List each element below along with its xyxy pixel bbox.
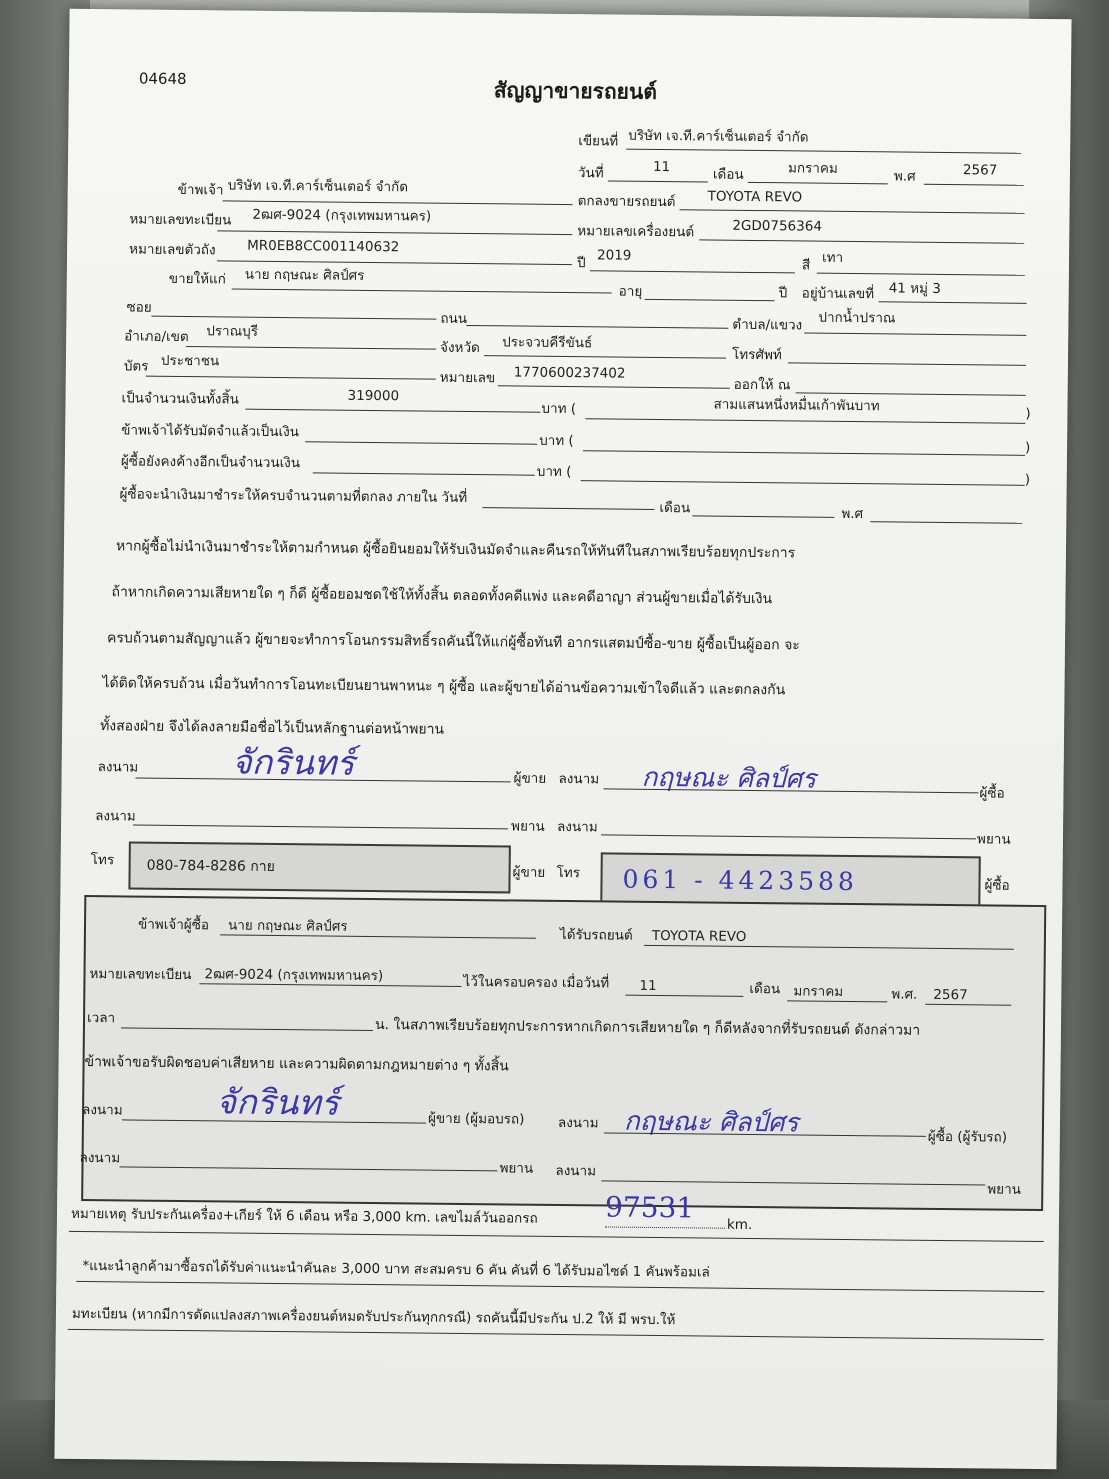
due-month-line — [692, 515, 834, 517]
deposit-close: ) — [1024, 439, 1031, 456]
possess-label: ไว้ในครอบครอง เมื่อวันที่ — [463, 973, 610, 992]
seller-sign-label: ลงนาม — [97, 759, 139, 776]
receipt-reg-label: หมายเลขทะเบียน — [89, 966, 192, 984]
house-no-label: อยู่บ้านเลขที่ — [801, 285, 875, 303]
document-title: สัญญาขายรถยนต์ — [493, 78, 658, 104]
engine-no-label: หมายเลขเครื่องยนต์ — [577, 223, 695, 241]
month-label: เดือน — [712, 166, 744, 183]
due-day-line — [482, 507, 654, 510]
deposit-label: ข้าพเจ้าได้รับมัดจำแล้วเป็นเงิน — [121, 422, 300, 441]
age-line — [645, 299, 775, 301]
receipt-buyer-sign-label: ลงนาม — [557, 1114, 599, 1132]
soi-label: ซอย — [126, 299, 152, 316]
seller-line — [223, 200, 573, 205]
due-date-label: ผู้ซื้อจะนำเงินมาชำระให้ครบจำนวนตามที่ตกลง ภายใน วันที่ — [119, 486, 468, 506]
receipt-year-label: พ.ศ. — [891, 986, 918, 1003]
road-label: ถนน — [440, 310, 468, 327]
note-line-2: *แนะนำลูกค้ามาซื้อรถได้รับค่าแนะนำคันละ 3,000 บาท สะสมครบ 6 คัน คันที่ 6 ได้รับมอไซด์ 1 คันพร้อมเล่ — [82, 1257, 710, 1281]
vehicle-year-label: ปี — [576, 255, 586, 272]
written-at-line — [626, 149, 1021, 154]
buyer-phone-label: โทร — [556, 864, 581, 882]
deposit-baht: บาท ( — [539, 432, 574, 450]
receipt-text-2: ข้าพเจ้าขอรับผิดชอบค่าเสียหาย และความผิดตามกฎหมายต่าง ๆ ทั้งสิ้น — [84, 1054, 509, 1075]
receipt-month: มกราคม — [793, 983, 844, 1000]
seller-phone-role: ผู้ขาย — [512, 864, 546, 881]
contract-paper — [54, 9, 1071, 1469]
house-no-line — [879, 301, 1027, 304]
seller-phone-label: โทร — [90, 852, 115, 869]
engine-no-value: 2GD0756364 — [732, 217, 823, 235]
terms-line-5: ทั้งสองฝ่าย จึงได้ลงลายมือชื่อไว้เป็นหลักฐานต่อหน้าพยาน — [100, 718, 445, 738]
total-line — [245, 409, 540, 413]
buyer-sign-role: ผู้ซื้อ — [979, 785, 1005, 802]
note-line-2-rule — [76, 1281, 1044, 1292]
seller-sign-role: ผู้ขาย — [513, 770, 547, 787]
receipt-year: 2567 — [933, 986, 968, 1004]
receipt-reg-value: 2ฒศ-9024 (กรุงเทพมหานคร) — [204, 966, 384, 985]
age-unit: ปี — [778, 285, 788, 302]
phone-line — [788, 362, 1026, 365]
received-car-model: TOYOTA REVO — [651, 927, 747, 945]
receipt-month-label: เดือน — [749, 980, 781, 998]
province-label: จังหวัด — [440, 339, 480, 357]
date-year-line — [924, 184, 1024, 186]
total-in-words: สามแสนหนึ่งหมื่นเก้าพันบาท — [713, 396, 880, 415]
terms-line-2: ถ้าหากเกิดความเสียหายใด ๆ ก็ดี ผู้ซื้อยอมชดใช้ให้ทั้งสิ้น ตลอดทั้งคดีแพ่ง และคดีอาญา ส่วนผู้ขายเมื่อได้รับเงิน — [111, 584, 773, 608]
seller-name: บริษัท เจ.ที.คาร์เซ็นเตอร์ จำกัด — [227, 177, 409, 196]
deposit-line — [305, 441, 537, 444]
terms-line-3: ครบถ้วนตามสัญญาแล้ว ผู้ขายจะทำการโอนกรรมสิทธิ์รถคันนี้ให้แก่ผู้ซื้อทันที อากรแสตมป์ซื้อ-ขาย ผู้ซื้อเป็นผู้ออก จะ — [106, 630, 800, 654]
buyer-phone-role: ผู้ซื้อ — [984, 877, 1010, 894]
terms-line-4: ได้ติดให้ครบถ้วน เมื่อวันทำการโอนทะเบียนยานพาหนะ ๆ ผู้ซื้อ และผู้ขายได้อ่านข้อความเข้าใจดีแล้ว และตกลงกัน — [102, 675, 786, 699]
date-day: 11 — [652, 158, 671, 176]
date-year: 2567 — [962, 162, 998, 179]
terms-line-1: หากผู้ซื้อไม่นำเงินมาชำระให้ตามกำหนด ผู้ซื้อยินยอมให้รับเงินมัดจำและคืนรถให้ทันทีในสภาพเรียบร้อยทุกประการ — [115, 538, 796, 562]
remaining-label: ผู้ซื้อยังคงค้างอีกเป็นจำนวนเงิน — [120, 453, 301, 472]
district-label: อำเภอ/เขต — [124, 328, 189, 346]
buyer-signature: กฤษณะ ศิลป์ศร — [641, 762, 817, 795]
buyer-sign-label: ลงนาม — [558, 770, 600, 788]
buyer-name-line — [232, 289, 612, 294]
date-label: วันที่ — [577, 165, 604, 182]
vehicle-year-line — [590, 270, 795, 273]
seller-phone: 080-784-8286 กาย — [146, 857, 275, 875]
seller-phone-box — [128, 841, 510, 893]
buyer-phone: 061 - 4423588 — [622, 864, 859, 897]
note-line-3: มทะเบียน (หากมีการดัดแปลงสภาพเครื่องยนต์หมดรับประกันทุกกรณี) รถคันนี้มีประกัน ป.2 ให้ มี พรบ.ให้ — [71, 1305, 676, 1329]
id-number-label: หมายเลข — [439, 369, 496, 387]
year-label: พ.ศ — [893, 168, 916, 185]
date-month-line — [748, 182, 888, 184]
total-close: ) — [1025, 405, 1031, 422]
remaining-baht: บาท ( — [536, 463, 572, 481]
receipt-buyer-role: ผู้ซื้อ (ผู้รับรถ) — [927, 1128, 1008, 1146]
receipt-buyer-signature: กฤษณะ ศิลป์ศร — [623, 1106, 799, 1139]
receipt-witness2-label: ลงนาม — [555, 1162, 597, 1180]
note-line-1: หมายเหตุ รับประกันเครื่อง+เกียร์ ให้ 6 เดือน หรือ 3,000 km. เลขไมล์วันออกรถ — [70, 1205, 538, 1227]
witness1-role: พยาน — [510, 818, 545, 835]
road-line — [466, 325, 728, 329]
receipt-seller-signature: จักรินทร์ — [215, 1082, 340, 1124]
written-at-value: บริษัท เจ.ที.คาร์เซ็นเตอร์ จำกัด — [628, 127, 809, 146]
district-line — [186, 346, 436, 350]
time-label: เวลา — [86, 1010, 116, 1027]
engine-no-line — [699, 239, 1024, 243]
province-line — [484, 355, 726, 359]
due-year-line — [870, 521, 1022, 524]
due-month-label: เดือน — [659, 499, 691, 517]
receipt-seller-sign-label: ลงนาม — [82, 1101, 123, 1119]
vehicle-year-value: 2019 — [596, 247, 632, 264]
receipt-day: 11 — [639, 977, 657, 994]
remaining-close: ) — [1024, 471, 1031, 488]
card-line — [146, 376, 436, 380]
soi-line — [151, 316, 436, 320]
seller-signature: จักรินทร์ — [231, 742, 355, 784]
phone-label: โทรศัพท์ — [731, 346, 782, 364]
written-at-label: เขียนที่ — [578, 133, 619, 150]
mileage-unit: km. — [726, 1216, 753, 1234]
vehicle-color-line — [817, 273, 1025, 276]
house-no-value: 41 หมู่ 3 — [888, 280, 941, 297]
mileage-line — [605, 1226, 725, 1228]
id-number-value: 1770600237402 — [513, 364, 626, 382]
receipt-seller-role: ผู้ขาย (ผู้มอบรถ) — [427, 1110, 525, 1128]
vehicle-model-line — [680, 209, 1025, 214]
note-line-1-rule — [69, 1231, 1044, 1242]
date-day-line — [608, 180, 708, 182]
remaining-line — [313, 472, 535, 475]
vehicle-model: TOYOTA REVO — [707, 188, 803, 206]
subdistrict-value: ปากน้ำปราณ — [818, 309, 896, 327]
receipt-buyer-label: ข้าพเจ้าผู้ซื้อ — [137, 916, 210, 934]
witness2-sign-line — [601, 834, 976, 839]
received-car-label: ได้รับรถยนต์ — [559, 926, 633, 944]
vehicle-color-label: สี — [801, 257, 811, 274]
card-value: ประชาชน — [160, 352, 220, 370]
subdistrict-label: ตำบล/แขวง — [732, 316, 803, 334]
date-month: มกราคม — [787, 160, 838, 177]
remaining-words-line — [581, 480, 1025, 486]
deposit-words-line — [583, 450, 1025, 456]
witness1-sign-label: ลงนาม — [95, 808, 136, 825]
chassis-value: MR0EB8CC001140632 — [247, 237, 400, 256]
province-value: ประจวบคีรีขันธ์ — [502, 334, 593, 352]
total-value: 319000 — [347, 387, 400, 405]
total-baht: บาท ( — [541, 400, 577, 418]
subdistrict-line — [804, 333, 1026, 336]
agree-sell-label: ตกลงขายรถยนต์ — [577, 193, 676, 211]
vehicle-color-value: เทา — [821, 249, 844, 266]
issued-at-label: ออกให้ ณ — [733, 376, 791, 394]
registration-label: หมายเลขทะเบียน — [129, 211, 232, 229]
receipt-witness2-role: พยาน — [987, 1181, 1022, 1198]
seller-label: ข้าพเจ้า — [177, 181, 224, 199]
witness2-sign-label: ลงนาม — [556, 818, 598, 836]
receipt-text-1: น. ในสภาพเรียบร้อยทุกประการหากเกิดการเสียหายใด ๆ ก็ดีหลังจากที่รับรถยนต์ ดังกล่าวมา — [374, 1017, 921, 1039]
chassis-line — [217, 260, 572, 265]
registration-value: 2ฒศ-9024 (กรุงเทพมหานคร) — [252, 206, 432, 225]
witness1-sign-line — [133, 825, 508, 830]
sell-to-label: ขายให้แก่ — [168, 270, 226, 288]
buyer-name: นาย กฤษณะ ศิลป์ศร — [244, 266, 365, 284]
registration-line — [217, 230, 572, 235]
receipt-witness1-label: ลงนาม — [79, 1149, 121, 1167]
age-label: อายุ — [618, 283, 643, 300]
receipt-witness1-role: พยาน — [499, 1160, 534, 1177]
id-number-line — [498, 385, 730, 388]
document-number: 04648 — [138, 69, 187, 89]
total-words-line — [585, 418, 1025, 424]
receipt-buyer-name: นาย กฤษณะ ศิลป์ศร — [227, 917, 348, 935]
due-year-label: พ.ศ — [841, 505, 864, 523]
mileage-value: 97531 — [604, 1190, 695, 1225]
district-value: ปราณบุรี — [206, 323, 259, 340]
total-label: เป็นจำนวนเงินทั้งสิ้น — [121, 390, 239, 408]
issued-at-line — [796, 392, 1026, 395]
witness2-role: พยาน — [976, 831, 1011, 848]
card-label: บัตร — [123, 358, 149, 375]
note-line-3-rule — [68, 1329, 1044, 1340]
chassis-label: หมายเลขตัวถัง — [129, 241, 216, 259]
